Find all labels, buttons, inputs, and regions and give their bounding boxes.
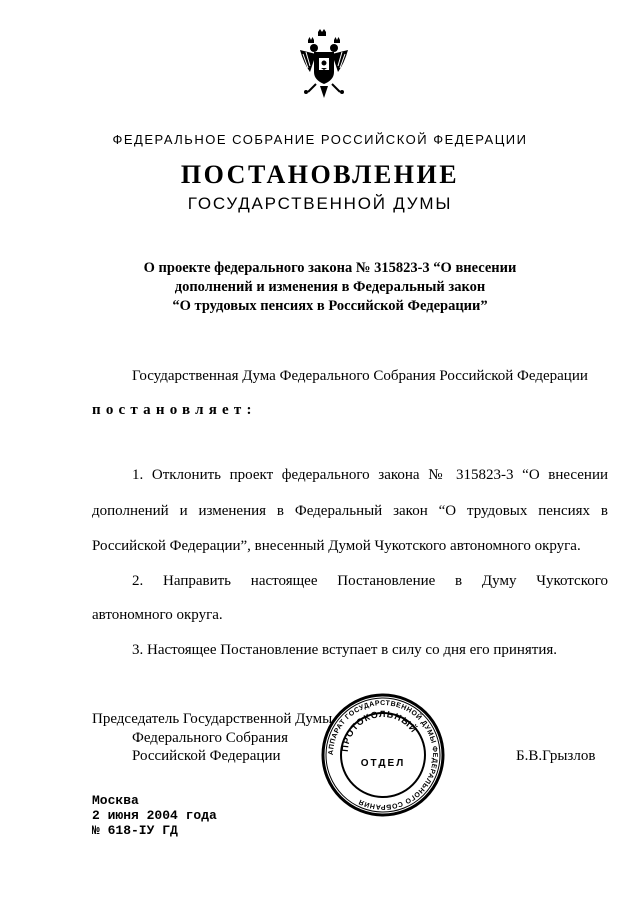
footer-city: Москва	[92, 793, 139, 808]
signatory-name: Б.В.Грызлов	[516, 748, 596, 764]
item-1-line: дополнений и изменения в Федеральный закон “О трудовых пенсиях в	[92, 503, 608, 519]
subject-line: дополнений и изменения в Федеральный закон	[174, 279, 486, 295]
official-stamp	[318, 690, 448, 820]
document-title: ПОСТАНОВЛЕНИЕ	[180, 160, 460, 189]
footer-number: № 618-IУ ГД	[92, 823, 178, 838]
signatory-title-line: Федерального Собрания	[132, 730, 289, 746]
item-1-line: Российской Федерации”, внесенный Думой Чукотского автономного округа.	[92, 538, 581, 554]
document-footer	[92, 793, 217, 838]
item-1-line: 1. Отклонить проект федерального закона № 315823-3 “О внесении	[132, 467, 608, 483]
item-2-line: автономного округа.	[92, 607, 223, 623]
stamp-inner-text: ПРОТОКОЛЬНЫЙ	[339, 708, 420, 753]
item-3-text: 3. Настоящее Постановление вступает в силу со дня его принятия.	[132, 642, 558, 658]
coat-of-arms-icon	[296, 28, 352, 106]
stamp-ring-text: АППАРАТ ГОСУДАРСТВЕННОЙ ДУМЫ ФЕДЕРАЛЬНОГО СОБРАНИЯ	[327, 699, 439, 811]
subject-line: О проекте федерального закона № 315823-3 “О внесении	[143, 260, 517, 276]
decree-word: постановляет:	[92, 402, 257, 418]
item-2-line: 2. Направить настоящее Постановление в Думу Чукотского	[132, 573, 608, 589]
stamp-center-text: ОТДЕЛ	[360, 758, 406, 769]
document-subject	[140, 259, 520, 316]
signatory-title-line: Российской Федерации	[132, 748, 281, 764]
footer-date: 2 июня 2004 года	[92, 808, 217, 823]
preamble-text: Государственная Дума Федерального Собрания Российской Федерации	[132, 368, 588, 384]
signatory-title-line: Председатель Государственной Думы	[92, 711, 333, 727]
document-subtitle: ГОСУДАРСТВЕННОЙ ДУМЫ	[187, 194, 453, 213]
organization-header: ФЕДЕРАЛЬНОЕ СОБРАНИЕ РОССИЙСКОЙ ФЕДЕРАЦИИ	[112, 132, 528, 147]
subject-line: “О трудовых пенсиях в Российской Федерации”	[172, 298, 488, 314]
